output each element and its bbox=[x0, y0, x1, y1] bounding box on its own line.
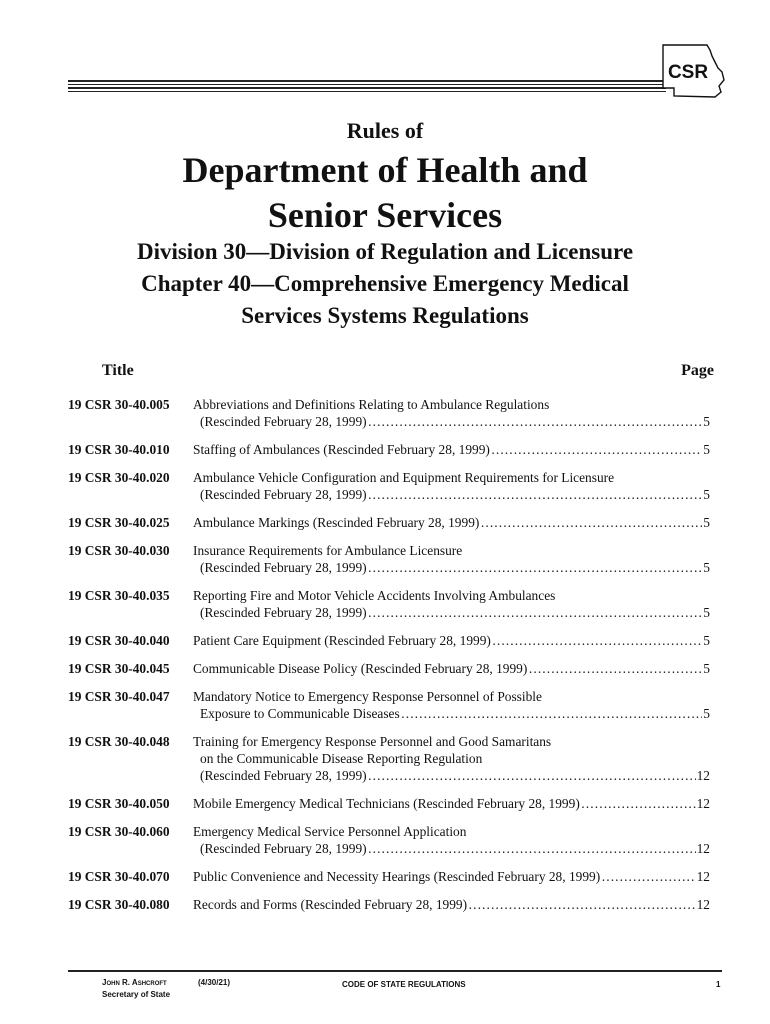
toc-page-number: 12 bbox=[696, 897, 710, 912]
rule-title-last-line: Ambulance Markings (Rescinded February 28, 1999) bbox=[193, 515, 480, 530]
rule-number: 19 CSR 30-40.005 bbox=[68, 397, 170, 412]
dot-leader bbox=[492, 632, 702, 649]
toc-page-number: 5 bbox=[703, 515, 710, 530]
author-name: John R. Ashcroft bbox=[102, 978, 167, 987]
dot-leader bbox=[601, 868, 695, 885]
rule-number: 19 CSR 30-40.010 bbox=[68, 442, 170, 457]
dot-leader bbox=[581, 795, 696, 812]
toc-page-number: 12 bbox=[696, 869, 710, 884]
rule-title-last-line: (Rescinded February 28, 1999) bbox=[200, 414, 367, 429]
rule-title-last-line: Staffing of Ambulances (Rescinded February 28, 1999) bbox=[193, 442, 490, 457]
toc-entry bbox=[68, 441, 710, 458]
division-heading: Division 30—Division of Regulation and Licensure bbox=[136, 239, 634, 264]
rule-title-line: Ambulance Vehicle Configuration and Equipment Requirements for Licensure bbox=[193, 470, 615, 485]
toc-entry bbox=[68, 469, 710, 503]
rule-title-last-line: (Rescinded February 28, 1999) bbox=[200, 841, 367, 856]
rule-title-last-line: (Rescinded February 28, 1999) bbox=[200, 560, 367, 575]
rule-title-last-line: (Rescinded February 28, 1999) bbox=[200, 768, 367, 783]
dot-leader bbox=[368, 840, 696, 857]
toc-page-number: 5 bbox=[703, 605, 710, 620]
rule-number: 19 CSR 30-40.048 bbox=[68, 734, 170, 749]
chapter-heading-line-2: Services Systems Regulations bbox=[241, 303, 529, 328]
rule-title-last-line: (Rescinded February 28, 1999) bbox=[200, 487, 367, 502]
csr-logo-text: CSR bbox=[667, 62, 709, 83]
rule-number: 19 CSR 30-40.080 bbox=[68, 897, 170, 912]
toc-entry bbox=[68, 396, 710, 430]
rule-number: 19 CSR 30-40.040 bbox=[68, 633, 170, 648]
dot-leader bbox=[468, 896, 696, 913]
toc-page-number: 5 bbox=[703, 661, 710, 676]
footer-rule bbox=[68, 970, 722, 972]
toc-page-number: 12 bbox=[696, 841, 710, 856]
toc-entry bbox=[68, 587, 710, 621]
dot-leader bbox=[401, 705, 703, 722]
rule-title-last-line: Communicable Disease Policy (Rescinded February 28, 1999) bbox=[193, 661, 528, 676]
toc-entry bbox=[68, 688, 710, 722]
author-title: Secretary of State bbox=[102, 990, 171, 999]
dot-leader bbox=[480, 514, 702, 531]
toc-entry bbox=[68, 660, 710, 677]
toc-entry bbox=[68, 868, 710, 885]
rule-number: 19 CSR 30-40.035 bbox=[68, 588, 170, 603]
dot-leader bbox=[368, 486, 703, 503]
rule-title-last-line: Records and Forms (Rescinded February 28, 1999) bbox=[193, 897, 468, 912]
rule-title-line: Abbreviations and Definitions Relating to Ambulance Regulations bbox=[193, 397, 550, 412]
toc-entry bbox=[68, 542, 710, 576]
rule-number: 19 CSR 30-40.045 bbox=[68, 661, 170, 676]
rules-of-heading: Rules of bbox=[346, 118, 424, 143]
toc-page-number: 5 bbox=[703, 487, 710, 502]
toc-page-number: 12 bbox=[696, 768, 710, 783]
rule-title-last-line: Mobile Emergency Medical Technicians (Rescinded February 28, 1999) bbox=[193, 796, 580, 811]
rule-title-line: Training for Emergency Response Personnel and Good Samaritans bbox=[193, 734, 552, 749]
dot-leader bbox=[368, 767, 696, 784]
table-of-contents bbox=[68, 396, 710, 924]
toc-entry bbox=[68, 823, 710, 857]
toc-title-column-label: Title bbox=[102, 362, 134, 379]
rule-title-last-line: Patient Care Equipment (Rescinded February 28, 1999) bbox=[193, 633, 491, 648]
toc-page-number: 5 bbox=[703, 414, 710, 429]
rule-title-line: on the Communicable Disease Reporting Regulation bbox=[200, 751, 483, 766]
dot-leader bbox=[528, 660, 702, 677]
department-title-line-2: Senior Services bbox=[267, 195, 503, 235]
toc-entry bbox=[68, 733, 710, 784]
rule-title-line: Insurance Requirements for Ambulance Licensure bbox=[193, 543, 463, 558]
toc-entry bbox=[68, 795, 710, 812]
department-title-line-1: Department of Health and bbox=[182, 150, 588, 190]
toc-page-number: 12 bbox=[696, 796, 710, 811]
toc-page-number: 5 bbox=[703, 442, 710, 457]
toc-page-number: 5 bbox=[703, 706, 710, 721]
rule-title-line: Mandatory Notice to Emergency Response Personnel of Possible bbox=[193, 689, 542, 704]
rule-number: 19 CSR 30-40.025 bbox=[68, 515, 170, 530]
header-rule bbox=[68, 80, 666, 92]
rule-number: 19 CSR 30-40.060 bbox=[68, 824, 170, 839]
rule-number: 19 CSR 30-40.020 bbox=[68, 470, 170, 485]
toc-entry bbox=[68, 632, 710, 649]
dot-leader bbox=[491, 441, 702, 458]
rule-number: 19 CSR 30-40.070 bbox=[68, 869, 170, 884]
rule-title-last-line: (Rescinded February 28, 1999) bbox=[200, 605, 367, 620]
code-of-state-regulations-label: CODE OF STATE REGULATIONS bbox=[342, 980, 466, 989]
toc-page-column-label: Page bbox=[681, 362, 714, 379]
dot-leader bbox=[368, 413, 703, 430]
rule-title-last-line: Exposure to Communicable Diseases bbox=[200, 706, 400, 721]
missouri-state-outline-icon bbox=[660, 42, 726, 100]
rule-title-line: Reporting Fire and Motor Vehicle Accidents Involving Ambulances bbox=[193, 588, 556, 603]
rule-title-line: Emergency Medical Service Personnel Application bbox=[193, 824, 467, 839]
csr-logo bbox=[660, 42, 726, 100]
page-number: 1 bbox=[716, 980, 721, 989]
rule-title-last-line: Public Convenience and Necessity Hearings (Rescinded February 28, 1999) bbox=[193, 869, 601, 884]
rule-number: 19 CSR 30-40.047 bbox=[68, 689, 170, 704]
rule-number: 19 CSR 30-40.030 bbox=[68, 543, 170, 558]
rule-number: 19 CSR 30-40.050 bbox=[68, 796, 170, 811]
dot-leader bbox=[368, 604, 703, 621]
chapter-heading-line-1: Chapter 40—Comprehensive Emergency Medical bbox=[141, 271, 629, 296]
revision-date: (4/30/21) bbox=[198, 978, 231, 987]
toc-page-number: 5 bbox=[703, 560, 710, 575]
toc-entry bbox=[68, 896, 710, 913]
toc-entry bbox=[68, 514, 710, 531]
dot-leader bbox=[368, 559, 703, 576]
toc-page-number: 5 bbox=[703, 633, 710, 648]
